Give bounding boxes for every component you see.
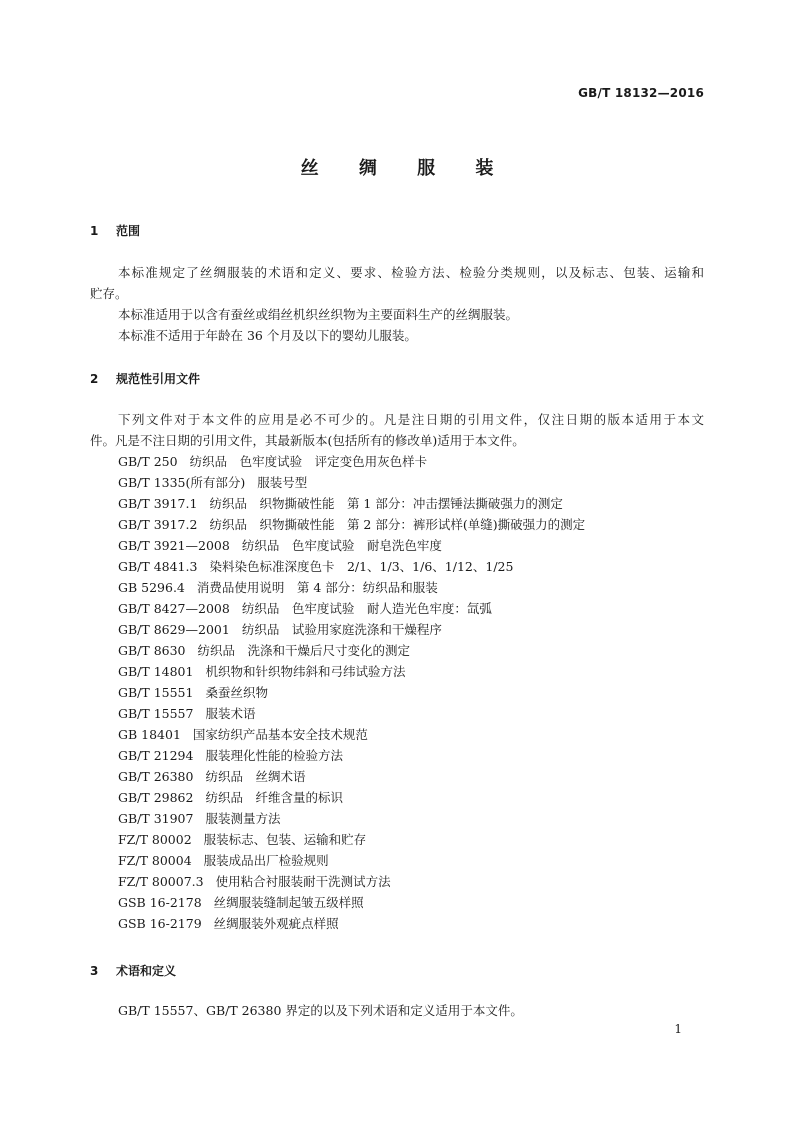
reference-title: 染料染色标准深度色卡 2/1、1/3、1/6、1/12、1/25 <box>209 559 514 574</box>
normative-intro-line2: 件。凡是不注日期的引用文件，其最新版本(包括所有的修改单)适用于本文件。 <box>90 433 525 448</box>
reference-item <box>118 767 305 785</box>
scope-para2: 本标准适用于以含有蚕丝或绢丝机织丝织物为主要面料生产的丝绸服装。 <box>118 307 519 322</box>
normative-intro-line1: 下列文件对于本文件的应用是必不可少的。凡是注日期的引用文件，仅注日期的版本适用于本文 <box>118 412 704 427</box>
section-title: 范围 <box>116 224 141 238</box>
scope-para1-line1: 本标准规定了丝绸服装的术语和定义、要求、检验方法、检验分类规则，以及标志、包装、运输和 <box>118 265 704 280</box>
reference-code: GB 18401 <box>118 727 181 742</box>
reference-title: 纺织品 织物撕破性能 第 1 部分：冲击摆锤法撕破强力的测定 <box>209 496 563 511</box>
reference-code: GB/T 8629—2001 <box>118 622 230 637</box>
reference-item <box>118 725 368 743</box>
reference-title: 纺织品 试验用家庭洗涤和干燥程序 <box>241 622 442 637</box>
reference-code: GB/T 8427—2008 <box>118 601 230 616</box>
reference-code: GB/T 1335(所有部分) <box>118 475 246 490</box>
section-number: 1 <box>90 224 99 238</box>
reference-code: GB/T 14801 <box>118 664 194 679</box>
reference-item <box>118 578 438 596</box>
reference-code: FZ/T 80004 <box>118 853 192 868</box>
reference-item <box>118 851 329 869</box>
reference-title: 纺织品 纤维含量的标识 <box>205 790 343 805</box>
reference-code: GB/T 250 <box>118 454 178 469</box>
reference-code: GSB 16-2179 <box>118 916 202 931</box>
reference-code: GB 5296.4 <box>118 580 185 595</box>
reference-item <box>118 599 492 617</box>
scope-para3: 本标准不适用于年龄在 36 个月及以下的婴幼儿服装。 <box>118 328 417 343</box>
reference-item <box>118 872 391 890</box>
reference-item <box>118 515 585 533</box>
reference-title: 丝绸服装缝制起皱五级样照 <box>213 895 364 910</box>
reference-code: FZ/T 80007.3 <box>118 874 204 889</box>
section-number: 2 <box>90 372 99 386</box>
reference-title: 消费品使用说明 第 4 部分：纺织品和服装 <box>196 580 438 595</box>
reference-code: GB/T 31907 <box>118 811 194 826</box>
reference-item <box>118 536 442 554</box>
reference-code: GB/T 15557 <box>118 706 194 721</box>
reference-item <box>118 557 513 575</box>
section-heading-terms <box>90 962 176 979</box>
page-number: 1 <box>674 1022 682 1036</box>
reference-item <box>118 704 255 722</box>
reference-title: 纺织品 色牢度试验 耐皂洗色牢度 <box>241 538 442 553</box>
reference-code: GB/T 26380 <box>118 769 194 784</box>
reference-code: GSB 16-2178 <box>118 895 202 910</box>
reference-code: FZ/T 80002 <box>118 832 192 847</box>
reference-code: GB/T 3917.1 <box>118 496 198 511</box>
reference-title: 纺织品 色牢度试验 耐人造光色牢度：氙弧 <box>241 601 492 616</box>
section-title: 术语和定义 <box>116 964 177 978</box>
reference-code: GB/T 15551 <box>118 685 194 700</box>
reference-title: 服装理化性能的检验方法 <box>205 748 343 763</box>
terms-intro: GB/T 15557、GB/T 26380 界定的以及下列术语和定义适用于本文件。 <box>118 1003 523 1018</box>
reference-item <box>118 452 427 470</box>
reference-title: 纺织品 丝绸术语 <box>205 769 306 784</box>
document-title: 丝 绸 服 装 <box>300 158 511 179</box>
scope-para1-line2: 贮存。 <box>90 286 128 301</box>
reference-item <box>118 473 307 491</box>
reference-title: 纺织品 洗涤和干燥后尺寸变化的测定 <box>197 643 411 658</box>
reference-item <box>118 494 563 512</box>
reference-title: 服装成品出厂检验规则 <box>203 853 329 868</box>
reference-code: GB/T 21294 <box>118 748 194 763</box>
reference-code: GB/T 8630 <box>118 643 186 658</box>
reference-title: 丝绸服装外观疵点样照 <box>213 916 339 931</box>
reference-item <box>118 683 268 701</box>
reference-item <box>118 641 410 659</box>
section-number: 3 <box>90 964 99 978</box>
reference-code: GB/T 4841.3 <box>118 559 198 574</box>
reference-item <box>118 914 339 932</box>
reference-title: 服装号型 <box>257 475 308 490</box>
reference-title: 机织物和针织物纬斜和弓纬试验方法 <box>205 664 406 679</box>
reference-title: 桑蚕丝织物 <box>205 685 268 700</box>
reference-title: 纺织品 色牢度试验 评定变色用灰色样卡 <box>189 454 428 469</box>
section-heading-normative <box>90 370 200 387</box>
reference-item <box>118 788 343 806</box>
reference-title: 国家纺织产品基本安全技术规范 <box>192 727 368 742</box>
reference-item <box>118 746 343 764</box>
standard-number: GB/T 18132—2016 <box>578 86 704 100</box>
reference-title: 纺织品 织物撕破性能 第 2 部分：裤形试样(单缝)撕破强力的测定 <box>209 517 586 532</box>
reference-title: 服装标志、包装、运输和贮存 <box>203 832 367 847</box>
reference-code: GB/T 3917.2 <box>118 517 198 532</box>
reference-title: 使用粘合衬服装耐干洗测试方法 <box>215 874 391 889</box>
reference-item <box>118 620 442 638</box>
section-title: 规范性引用文件 <box>116 372 201 386</box>
reference-item <box>118 662 405 680</box>
section-heading-scope <box>90 222 140 239</box>
reference-title: 服装测量方法 <box>205 811 281 826</box>
reference-code: GB/T 3921—2008 <box>118 538 230 553</box>
reference-item <box>118 809 280 827</box>
reference-item <box>118 830 366 848</box>
reference-title: 服装术语 <box>205 706 256 721</box>
reference-item <box>118 893 364 911</box>
reference-code: GB/T 29862 <box>118 790 194 805</box>
